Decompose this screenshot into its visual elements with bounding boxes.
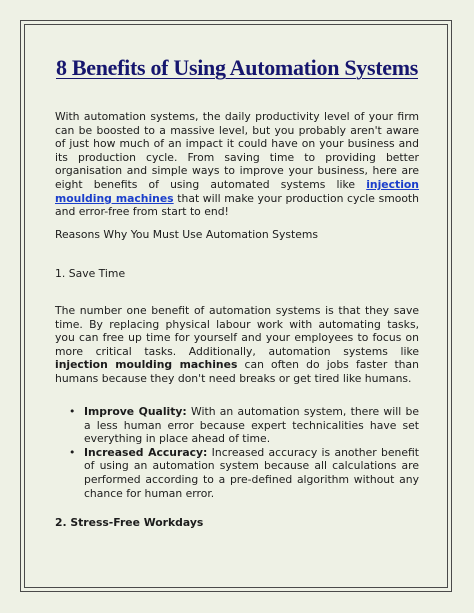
bullet-label: Improve Quality: xyxy=(84,405,187,418)
intro-text-end: that will make your production cycle smooth and error-free from start to end! xyxy=(55,191,420,219)
bullet-dot-icon: • xyxy=(69,405,76,418)
intro-paragraph xyxy=(55,110,419,219)
save-time-bold-term: injection moulding machines xyxy=(55,358,238,372)
save-time-paragraph xyxy=(55,304,419,386)
injection-moulding-link[interactable]: injection moulding machines xyxy=(55,177,419,205)
save-time-text-end: can often do jobs faster than humans because they don't need breaks or get tired like humans. xyxy=(55,358,419,385)
section-heading-stress-free: 2. Stress-Free Workdays xyxy=(55,516,204,529)
intro-text-start: With automation systems, the daily productivity level of your firm can be boosted to a massive level, but you probably aren't aware of just how much of an impact it could have on your business and its production cycle. From saving time to providing better organisation and simple ways to improve your business, here are eight benefits of using automated systems like xyxy=(55,110,419,191)
document-title: 8 Benefits of Using Automation Systems xyxy=(56,55,418,80)
bullet-dot-icon: • xyxy=(69,445,76,459)
bullet-text: With an automation system, there will be a less human error because expert technicalities have set everything in place ahead of time. xyxy=(84,405,420,446)
bullet-item-improve-quality xyxy=(55,405,419,446)
bullet-item-increased-accuracy xyxy=(55,446,419,500)
section-heading-save-time: 1. Save Time xyxy=(55,267,126,280)
bullet-text: Increased accuracy is another benefit of using an automation system because all calculations are performed according to a pre-defined algorithm without any chance for human error. xyxy=(84,445,420,500)
save-time-text-start: The number one benefit of automation systems is that they save time. By replacing physical labour work with automating tasks, you can free up time for yourself and your employees to focus on more critical tasks. Additionally, automation systems like xyxy=(55,304,419,358)
bullet-label: Increased Accuracy: xyxy=(84,445,208,459)
benefits-bullet-list xyxy=(55,405,419,500)
section-heading-reasons: Reasons Why You Must Use Automation Systems xyxy=(55,228,319,241)
